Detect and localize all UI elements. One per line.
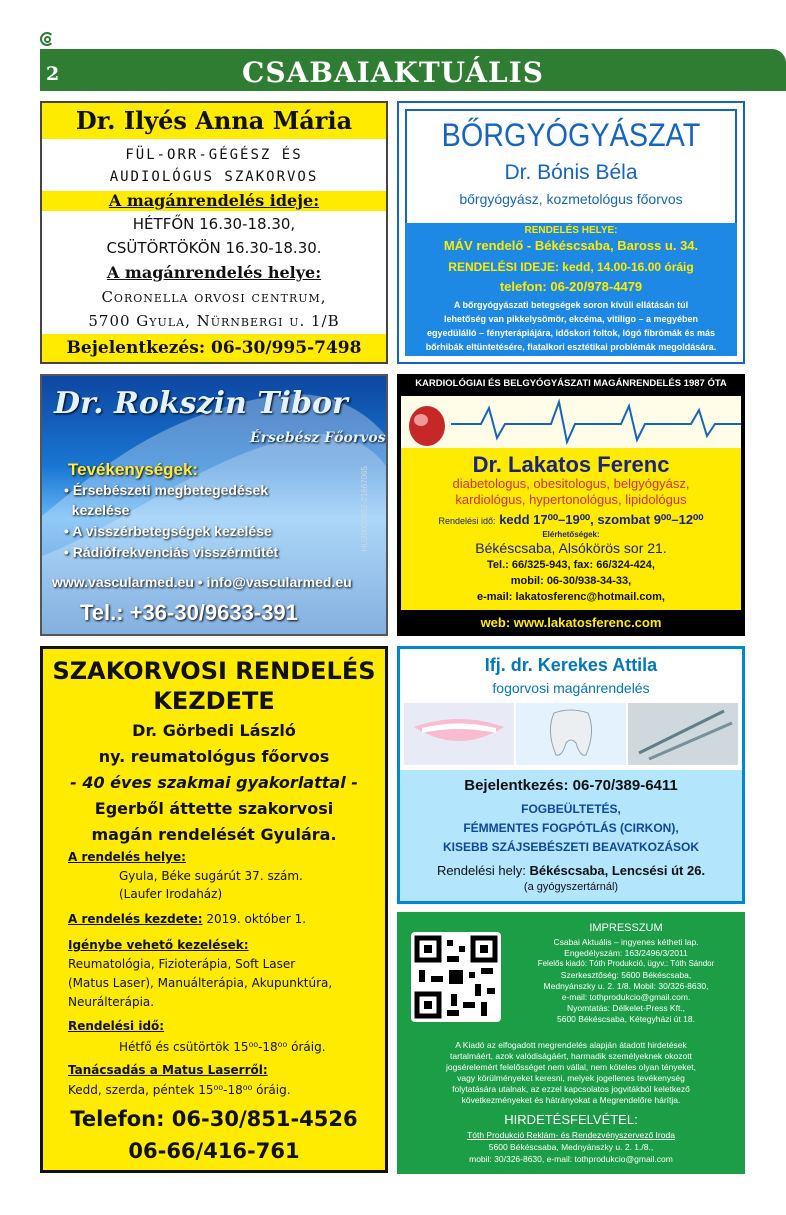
impresszum: [397, 912, 745, 1174]
gorbedi-place2: (Laufer Irodaház): [119, 887, 223, 901]
lakatos-address: Békéscsaba, Alsókörös sor 21.: [475, 540, 667, 556]
impresszum-line-7: Nyomtatás: Délkelet-Press Kft.,: [566, 1003, 686, 1013]
ilyes-time2: CSÜTÖRTÖKÖN 16.30-18.30.: [106, 239, 322, 257]
gorbedi-treat-head: Igénybe vehető kezelések:: [68, 938, 249, 952]
rokszin-code: HU20000882-21667065: [360, 466, 369, 552]
kerekes-name: Ifj. dr. Kerekes Attila: [484, 655, 658, 675]
ilyes-place2: 5700 Gyula, Nürnbergi u. 1/B: [88, 312, 340, 330]
disclaimer-3: jogsérelemért felelősséget nem vállal, nem köteles olyan tényeket,: [446, 1062, 696, 1072]
rokszin-item-4: • Rádiófrekvenciás visszérműtét: [64, 544, 279, 560]
impresszum-line-6: e-mail: tothprodukcio@gmail.com.: [561, 992, 691, 1002]
gorbedi-laser: Kedd, szerda, péntek 15⁰⁰-18⁰⁰ óráig.: [68, 1083, 291, 1097]
gorbedi-h2: KEZDETE: [153, 687, 275, 715]
gorbedi-l4: Egerből áttette szakorvosi: [94, 799, 334, 818]
lakatos-name: Dr. Lakatos Ferenc: [472, 452, 670, 477]
bonis-phone: telefon: 06-20/978-4479: [499, 279, 643, 294]
gorbedi-treat2: (Matus Laser), Manuálterápia, Akupunktúra,: [68, 976, 333, 990]
ilyes-contact: Bejelentkezés: 06-30/995-7498: [66, 338, 362, 358]
impresszum-head: IMPRESSZUM: [589, 922, 663, 934]
gorbedi-treat1: Reumatológia, Fizioterápia, Soft Laser: [68, 957, 296, 971]
ad-bonis: [397, 101, 745, 364]
kerekes-s2: FÉMMENTES FOGPÓTLÁS (CIRKON),: [463, 821, 679, 835]
bonis-place-label: RENDELÉS HELYE:: [524, 225, 618, 236]
lakatos-top: KARDIOLÓGIAI ÉS BELGYÓGYÁSZATI MAGÁNRENDELÉS 1987 ÓTA: [415, 378, 727, 389]
bonis-title: BŐRGYÓGYÁSZAT: [441, 117, 701, 153]
bonis-desc2: lehetőség van pikkelysömör, ekcéma, vitiligo – a megyében: [443, 314, 699, 324]
bonis-role: bőrgyógyász, kozmetológus főorvos: [459, 191, 683, 207]
disclaimer-4: vagy körülményeket keresni, melyek jogellenes tevékenység: [457, 1073, 685, 1083]
lakatos-email: e-mail: lakatosferenc@hotmail.com,: [476, 591, 665, 603]
ads-line-1: Tóth Produkció Reklám- és Rendezvényszervező Iroda: [467, 1130, 675, 1140]
rokszin-web: www.vascularmed.eu • info@vascularmed.eu: [52, 574, 352, 590]
gorbedi-time: Hétfő és csütörtök 15⁰⁰-18⁰⁰ óráig.: [119, 1040, 326, 1054]
gorbedi-l3: - 40 éves szakmai gyakorlattal -: [70, 773, 358, 792]
ilyes-time1: HÉTFŐN 16.30-18.30,: [132, 215, 296, 233]
gorbedi-laser-head: Tanácsadás a Matus Laserről:: [68, 1063, 268, 1077]
lakatos-spec1: diabetologus, obesitologus, belgyógyász,: [452, 476, 690, 491]
gorbedi-start-head: A rendelés kezdete:: [68, 912, 203, 926]
rokszin-activities-head: Tevékenységek:: [68, 460, 199, 479]
gorbedi-l1: Dr. Görbedi László: [132, 721, 296, 740]
impresszum-line-4: Szerkesztőség: 5600 Békéscsaba,: [560, 970, 692, 980]
gorbedi-l5: magán rendelését Gyulára.: [91, 825, 337, 844]
impresszum-line-8: 5600 Békéscsaba, Kétegyházi út 18.: [557, 1014, 695, 1024]
gorbedi-phone1: Telefon: 06-30/851-4526: [70, 1107, 358, 1131]
page-number: 2: [46, 63, 60, 85]
ilyes-time-head: A magánrendelés ideje:: [108, 191, 320, 210]
lakatos-mobil: mobil: 06-30/938-34-33,: [510, 575, 632, 587]
ilyes-place1: Coronella orvosi centrum,: [101, 288, 327, 306]
lakatos-spec2: kardiológus, hypertonológus, lipidológus: [455, 492, 687, 507]
lakatos-web: web: www.lakatosferenc.com: [480, 615, 662, 630]
disclaimer-6: következményeket és hátrányokat a Megrendelőre hárítja.: [461, 1095, 681, 1105]
disclaimer-2: tartalmáért, azok valódiságáért, harmadik személyeknek okozott: [450, 1051, 692, 1061]
rokszin-item-1: • Érsebészeti megbetegedések: [64, 482, 269, 498]
gorbedi-place-head: A rendelés helye:: [68, 850, 186, 864]
impresszum-line-2: Engedélyszám: 163/2496/3/2011: [564, 948, 688, 958]
rokszin-name: Dr. Rokszin Tibor: [54, 386, 348, 421]
ad-gorbedi: [40, 646, 388, 1173]
rokszin-item-3: • A visszérbetegségek kezelése: [64, 523, 272, 539]
dental-images: [404, 703, 738, 765]
ilyes-name: Dr. Ilyés Anna Mária: [75, 106, 353, 135]
bonis-desc4: bőrhibák eltüntetésére, fiatalkori esztétikai problémák megoldására.: [425, 342, 717, 352]
ad-kerekes: [397, 646, 745, 904]
ilyes-spec2: AUDIOLÓGUS SZAKORVOS: [109, 169, 319, 185]
rokszin-phone: Tel.: +36-30/9633-391: [80, 600, 298, 625]
bonis-time: RENDELÉSI IDEJE: kedd, 14.00-16.00 óráig: [448, 260, 694, 274]
gorbedi-h1: SZAKORVOSI RENDELÉS: [52, 657, 376, 685]
ilyes-place-head: A magánrendelés helye:: [106, 263, 322, 282]
disclaimer-1: A Kiadó az elfogadott megrendelés alapján átadott hirdetések: [455, 1040, 687, 1050]
ads-line-3: mobil: 30/326-8630, e-mail: tothprodukcio@gmail.com: [469, 1154, 673, 1164]
bonis-name: Dr. Bónis Béla: [504, 161, 638, 184]
ad-rokszin: [40, 374, 388, 636]
gorbedi-time-head: Rendelési idő:: [68, 1019, 165, 1033]
rokszin-item-2: kezelése: [64, 502, 130, 518]
gorbedi-treat3: Neurálterápia.: [68, 995, 155, 1009]
qr-code-icon: [411, 932, 501, 1022]
ad-ilyes: [40, 101, 388, 364]
bonis-desc1: A bőrgyógyászati betegségek soron kívüli ellátásán túl: [453, 300, 689, 310]
kerekes-place: Békéscsaba, Lencsési út 26.: [529, 863, 706, 878]
ilyes-spec1: FÜL-ORR-GÉGÉSZ ÉS: [125, 147, 303, 163]
gorbedi-start: 2019. október 1.: [202, 912, 307, 926]
kerekes-s3: KISEBB SZÁJSEBÉSZETI BEAVATKOZÁSOK: [442, 840, 700, 854]
gorbedi-l2: ny. reumatológus főorvos: [98, 747, 330, 766]
logo-swirl-inner-icon: [44, 36, 51, 43]
gorbedi-place1: Gyula, Béke sugárút 37. szám.: [119, 869, 303, 883]
lakatos-time: kedd 17⁰⁰–19⁰⁰, szombat 9⁰⁰–12⁰⁰: [499, 512, 704, 527]
ecg-heart-image: [401, 396, 741, 448]
lakatos-contact-label: Elérhetőségek:: [542, 530, 600, 539]
ads-line-2: 5600 Békéscsaba, Mednyánszky u. 2. 1./8.,: [488, 1142, 654, 1152]
bonis-place: MÁV rendelő - Békéscsaba, Baross u. 34.: [443, 238, 699, 253]
ads-head: HIRDETÉSFELVÉTEL:: [504, 1112, 638, 1127]
kerekes-s1: FOGBEÜLTETÉS,: [521, 802, 621, 816]
impresszum-line-1: Csabai Aktuális – ingyenes kétheti lap.: [553, 937, 699, 947]
gorbedi-phone2: 06-66/416-761: [128, 1139, 300, 1163]
publication-title: CSABAIAKTUÁLIS: [242, 56, 544, 89]
kerekes-place-note: (a gyógyszertárnál): [523, 881, 619, 893]
impresszum-line-3: Felelős kiadó: Tóth Produkció, ügyv.: Tóth Sándor: [537, 959, 715, 968]
bonis-desc3: egyedülálló – fényterápiájára, időskori foltok, lógó fibrómák és más: [426, 328, 716, 338]
lakatos-tel: Tel.: 66/325-943, fax: 66/324-424,: [487, 559, 655, 571]
disclaimer-5: folytatására utalnak, az ezzel kapcsolatos jogvitákból keletkező: [452, 1084, 690, 1094]
kerekes-place-label: Rendelési hely:: [436, 863, 526, 878]
lakatos-time-label: Rendelési idő:: [438, 516, 496, 526]
kerekes-contact: Bejelentkezés: 06-70/389-6411: [464, 777, 678, 794]
ad-lakatos: [397, 374, 745, 636]
rokszin-role: Érsebész Főorvos: [250, 430, 386, 446]
kerekes-role: fogorvosi magánrendelés: [492, 680, 650, 696]
impresszum-line-5: Mednyánszky u. 2. 1/8. Mobil: 30/326-8630,: [543, 981, 709, 991]
